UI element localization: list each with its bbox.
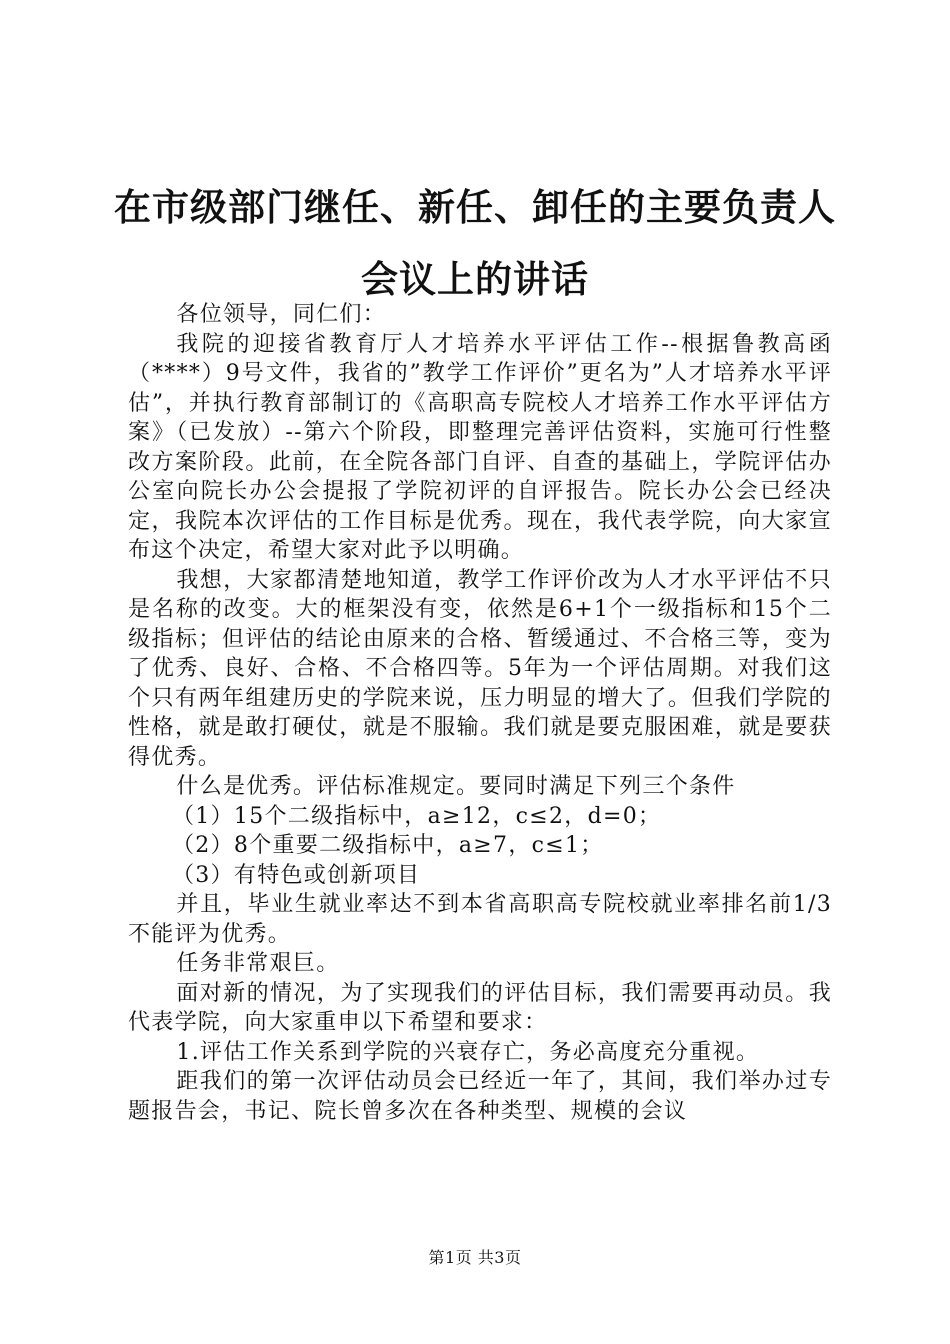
paragraph: 距我们的第一次评估动员会已经近一年了，其间，我们举办过专题报告会，书记、院长曾多次在各种类型、规模的会议 xyxy=(128,1069,832,1124)
numbered-heading: 1.评估工作关系到学院的兴衰存亡，务必高度充分重视。 xyxy=(176,1039,760,1065)
paragraph: 我院的迎接省教育厅人才培养水平评估工作--根据鲁教高函（****）9号文件，我省的”教学工作评价”更名为”人才培养水平评估”，并执行教育部制订的《高职高专院校人才培养工作水平评估方案》（已发放）--第六个阶段，即整理完善评估资料，实施可行性整改方案阶段。此前，在全院各部门自评、自查的基础上，学院评估办公室向院长办公会提报了学院初评的自评报告。院长办公会已经决定，我院本次评估的工作目标是优秀。现在，我代表学院，向大家宣布这个决定，希望大家对此予以明确。 xyxy=(128,331,832,563)
salutation: 各位领导，同仁们： xyxy=(176,302,387,327)
condition-item: （1）15个二级指标中，a≥12，c≤2，d=0； xyxy=(172,803,662,829)
document-title: 在市级部门继任、新任、卸任的主要负责人会议上的讲话 xyxy=(114,186,836,301)
paragraph: 面对新的情况，为了实现我们的评估目标，我们需要再动员。我代表学院，向大家重申以下希望和要求： xyxy=(128,980,832,1035)
document-body xyxy=(128,300,832,1126)
paragraph: 并且，毕业生就业率达不到本省高职高专院校就业率排名前1/3不能评为优秀。 xyxy=(128,892,832,947)
paragraph: 任务非常艰巨。 xyxy=(176,951,340,976)
page-footer: 第1页 共3页 xyxy=(428,1248,522,1267)
condition-item: （3）有特色或创新项目 xyxy=(172,862,421,888)
condition-item: （2）8个重要二级指标中，a≥7，c≤1； xyxy=(172,833,604,858)
paragraph: 什么是优秀。评估标准规定。要同时满足下列三个条件 xyxy=(176,774,736,799)
paragraph: 我想，大家都清楚地知道，教学工作评价改为人才水平评估不只是名称的改变。大的框架没有变，依然是6+1个一级指标和15个二级指标；但评估的结论由原来的合格、暂缓通过、不合格三等，变为了优秀、良好、合格、不合格四等。5年为一个评估周期。对我们这个只有两年组建历史的学院来说，压力明显的增大了。但我们学院的性格，就是敢打硬仗，就是不服输。我们就是要克服困难，就是要获得优秀。 xyxy=(128,567,832,770)
